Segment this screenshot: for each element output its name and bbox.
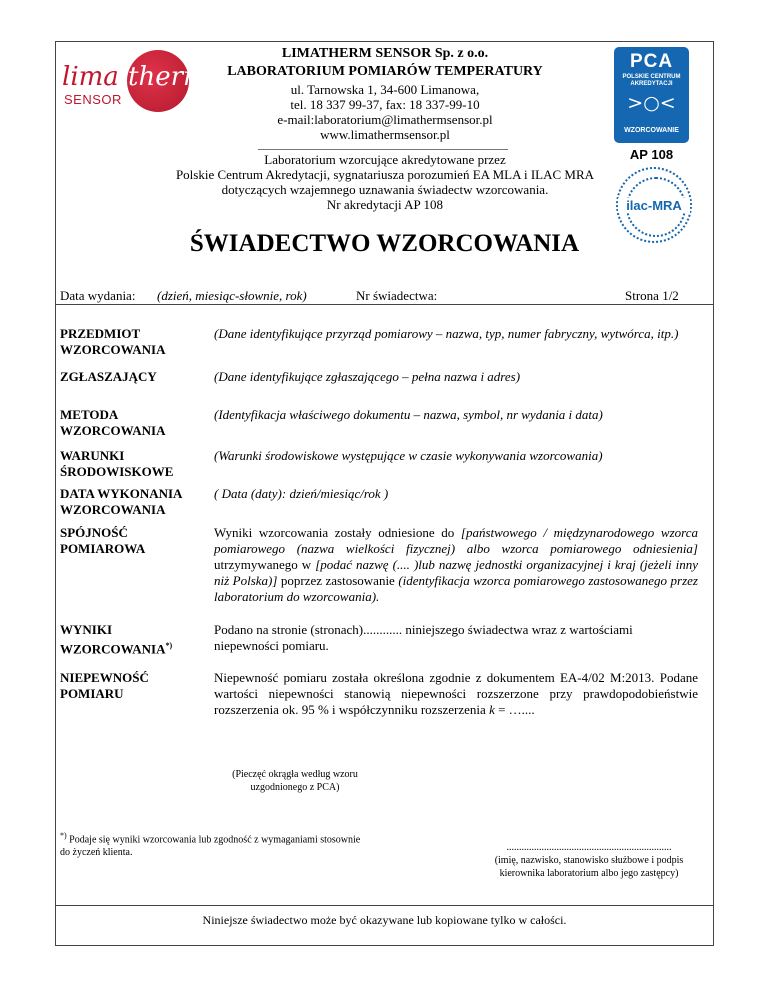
conditions-label-2: ŚRODOWISKOWE — [60, 464, 174, 479]
results-footnote-marker: *) — [165, 641, 173, 650]
certificate-number-label: Nr świadectwa: — [356, 288, 438, 303]
lab-name: LABORATORIUM POMIARÓW TEMPERATURY — [227, 64, 543, 79]
accreditation-line-4: Nr akredytacji AP 108 — [326, 197, 444, 212]
pca-subtitle-2: AKREDYTACJI — [630, 81, 673, 87]
company-name: LIMATHERM SENSOR Sp. z o.o. — [281, 46, 489, 61]
results-label-1: WYNIKI — [60, 622, 113, 637]
logo-text-therm: therm — [128, 62, 208, 92]
website: www.limathermsensor.pl — [320, 127, 450, 142]
results-label — [60, 622, 210, 657]
results-label-2: WZORCOWANIA — [60, 641, 166, 657]
uncertainty-value — [214, 670, 698, 718]
uncertainty-label-1: NIEPEWNOŚĆ — [60, 670, 149, 685]
traceability-text-3: utrzymywanego w — [214, 557, 316, 572]
accreditation-line-2: Polskie Centrum Akredytacji, sygnatariusza porozumień EA MLA i ILAC MRA — [175, 167, 595, 182]
footnote-marker: *) — [60, 831, 67, 840]
ilac-text: ilac-MRA — [618, 198, 690, 213]
uncertainty-label — [60, 670, 210, 702]
subject-label-1: PRZEDMIOT — [60, 326, 141, 341]
document-title: ŚWIADECTWO WZORCOWANIA — [189, 230, 580, 257]
footnote-line-1: Podaje się wyniki wzorcowania lub zgodność z wymaganiami stosownie — [66, 834, 361, 846]
subject-label-2: WZORCOWANIA — [60, 342, 166, 357]
coverage-factor-symbol: k — [489, 702, 495, 717]
accreditation-line-3: dotyczących wzajemnego uznawania świadectw wzorcowania. — [221, 182, 549, 197]
stamp-note-line-2: uzgodnionego z PCA) — [250, 782, 340, 793]
traceability-label-1: SPÓJNOŚĆ — [60, 525, 128, 540]
pca-subtitle-1: POLSKIE CENTRUM — [622, 74, 681, 80]
header-divider — [258, 149, 508, 150]
stamp-note-line-1: (Pieczęć okrągła według wzoru — [232, 769, 358, 780]
logo-text-lima: lima — [62, 62, 119, 92]
method-label-2: WZORCOWANIA — [60, 423, 166, 438]
address: ul. Tarnowska 1, 34-600 Limanowa, — [290, 82, 480, 97]
uncertainty-label-2: POMIARU — [60, 686, 124, 701]
calibration-date-label-2: WZORCOWANIA — [60, 502, 166, 517]
applicant-value: (Dane identyfikujące zgłaszającego – pełna nazwa i adres) — [214, 369, 521, 384]
traceability-text-1: Wyniki wzorcowania zostały odniesione do — [214, 525, 461, 540]
calibration-date-label — [60, 486, 210, 518]
logo-text-sensor: SENSOR — [64, 92, 122, 107]
traceability-label-2: POMIAROWA — [60, 541, 146, 556]
traceability-label — [60, 525, 210, 557]
pca-subtitle — [618, 74, 685, 88]
footnote — [60, 829, 430, 859]
traceability-value — [214, 525, 698, 605]
calibration-symbol-icon: >○< — [627, 92, 676, 114]
traceability-text-4: [podać nazwę (.... )lub nazwę jednostki organizacyjnej i kraj (jeżeli inny niż Polska)] — [214, 557, 699, 588]
signature-line: .................................................................. — [506, 842, 672, 853]
conditions-label — [60, 448, 210, 480]
footer-note: Niniejsze świadectwo może być okazywane lub kopiowane tylko w całości. — [202, 913, 567, 927]
accreditation-number: AP 108 — [629, 147, 674, 162]
traceability-text-5: poprzez zastosowanie — [277, 573, 399, 588]
stamp-note — [215, 768, 375, 794]
page-number: Strona 1/2 — [625, 288, 679, 303]
results-value: Podano na stronie (stronach)............ niniejszego świadectwa wraz z wartościami niepewności pomiaru. — [214, 622, 633, 653]
conditions-value: (Warunki środowiskowe występujące w czasie wykonywania wzorcowania) — [214, 448, 603, 463]
method-value: (Identyfikacja właściwego dokumentu – nazwa, symbol, nr wydania i data) — [214, 407, 603, 422]
pca-word: PCA — [629, 51, 674, 72]
email: e-mail:laboratorium@limathermsensor.pl — [277, 112, 493, 127]
calibration-date-label-1: DATA WYKONANIA — [60, 486, 183, 501]
pca-label: WZORCOWANIE — [624, 127, 679, 134]
footer-divider — [55, 905, 714, 906]
phone-fax: tel. 18 337 99-37, fax: 18 337-99-10 — [290, 97, 480, 112]
accreditation-line-1: Laboratorium wzorcujące akredytowane przez — [264, 152, 506, 167]
uncertainty-text-1: Niepewność pomiaru została określona zgodnie z dokumentem EA-4/02 M:2013. Podane wartości niepewności stanowią niepewności rozszerzone przy prawdopodobieństwie rozszerzenia ok. 95 % i współczynniku rozszerzenia — [214, 670, 698, 717]
conditions-label-1: WARUNKI — [60, 448, 125, 463]
signature-block — [470, 841, 708, 880]
issue-date-value: (dzień, miesiąc-słownie, rok) — [157, 288, 307, 303]
signature-caption-2: kierownika laboratorium albo jego zastępcy) — [499, 868, 679, 879]
signature-caption-1: (imię, nazwisko, stanowisko służbowe i podpis — [494, 855, 684, 866]
traceability-text-2: [państwowego / międzynarodowego wzorca pomiarowego (nazwa wielkości fizycznej) albo wzorca pomiarowego odniesienia] — [214, 525, 698, 556]
subject-value: (Dane identyfikujące przyrząd pomiarowy – nazwa, typ, numer fabryczny, wytwórca, itp.) — [214, 326, 679, 341]
calibration-date-value: ( Data (daty): dzień/miesiąc/rok ) — [214, 486, 389, 501]
accreditation-block — [170, 152, 600, 212]
applicant-label: ZGŁASZAJĄCY — [60, 369, 157, 384]
pca-badge — [614, 47, 689, 143]
method-label — [60, 407, 210, 439]
meta-divider — [55, 304, 714, 305]
method-label-1: METODA — [60, 407, 119, 422]
traceability-text-6: (identyfikacja wzorca pomiarowego zastosowanego przez laboratorium do wzorcowania). — [214, 573, 698, 604]
issue-date-label: Data wydania: — [60, 288, 136, 303]
subject-label — [60, 326, 210, 358]
footnote-line-2: do życzeń klienta. — [60, 847, 133, 859]
uncertainty-text-2: = ….... — [494, 702, 535, 717]
